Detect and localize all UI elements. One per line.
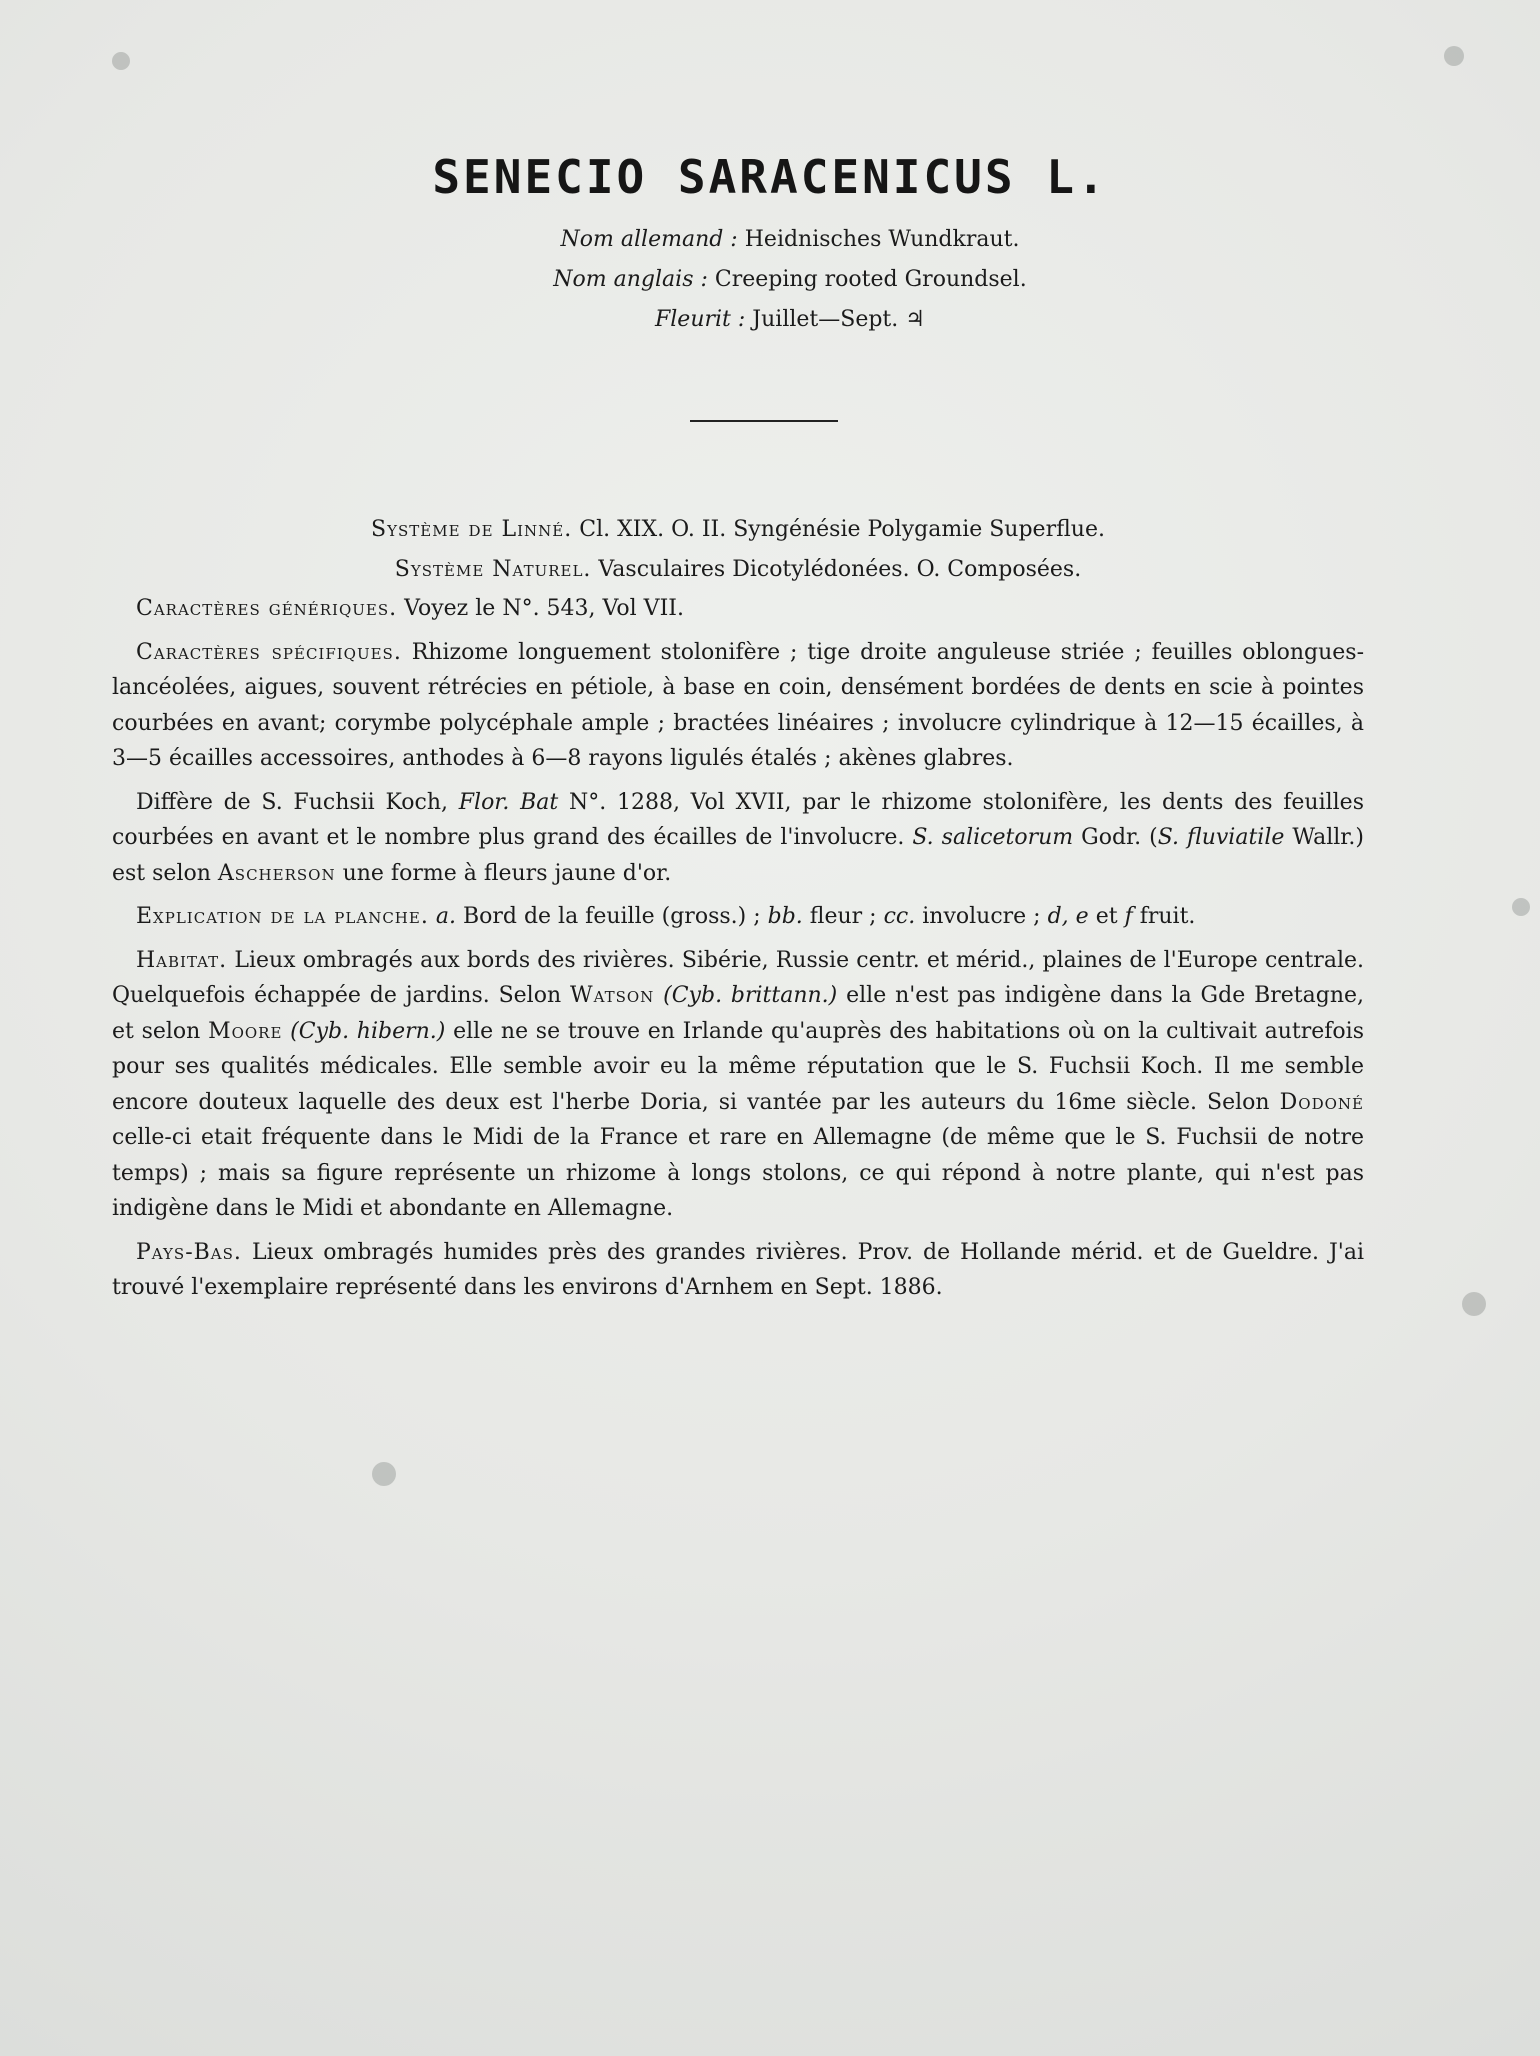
explication-bb: bb. bbox=[767, 904, 803, 929]
explication-f: f bbox=[1124, 904, 1133, 929]
explication-paragraph bbox=[112, 899, 1364, 935]
german-name-value: Heidnisches Wundkraut. bbox=[744, 227, 1020, 252]
explication-text-5: fruit. bbox=[1139, 904, 1196, 929]
paper-spot bbox=[1462, 1292, 1486, 1316]
paysbas-text: Lieux ombragés humides près des grandes rivières. Prov. de Hollande mérid. et de Gueldre. J'ai trouvé l'exemplaire représenté dans les environs d'Arnhem en Sept. 1886. bbox=[112, 1239, 1364, 1300]
explication-text-3: involucre ; bbox=[922, 904, 1041, 929]
differe-flor-bat: Flor. Bat bbox=[458, 789, 559, 815]
german-name-line bbox=[40, 220, 1540, 260]
flowering-label: Fleurit : bbox=[655, 307, 746, 332]
generiques-text: Voyez le N°. 543, Vol VII. bbox=[404, 596, 684, 621]
linne-label: Système de Linné. bbox=[371, 517, 573, 542]
title-divider bbox=[690, 420, 838, 422]
linne-text: Cl. XIX. O. II. Syngénésie Polygamie Superflue. bbox=[579, 517, 1105, 542]
habitat-dodone: Dodoné bbox=[1279, 1089, 1364, 1115]
explication-text-1: Bord de la feuille (gross.) ; bbox=[462, 904, 761, 929]
flowering-value: Juillet—Sept. ♃ bbox=[752, 307, 925, 332]
naturel-text: Vasculaires Dicotylédonées. O. Composées. bbox=[598, 556, 1082, 582]
explication-text-2: fleur ; bbox=[809, 904, 877, 929]
differe-text-2: N°. 1288, Vol XVII, par le rhizome stolonifère, les dents des feuilles courbées en avant et le nombre plus grand des écailles de l'involucre. bbox=[112, 789, 1364, 850]
explication-label: Explication de la planche. bbox=[136, 904, 429, 929]
specifiques-text: Rhizome longuement stolonifère ; tige droite anguleuse striée ; feuilles oblongues-lancéolées, aigues, souvent rétrécies en pétiole, à base en coin, densément bordées de dents en scie à pointes courbées en avant; corymbe polycéphale ample ; bractées linéaires ; involucre cylindrique à 12—15 écailles, à 3—5 écailles accessoires, anthodes à 6—8 rayons ligulés étalés ; akènes glabres. bbox=[112, 639, 1365, 771]
paper-spot bbox=[1512, 898, 1530, 916]
english-name-label: Nom anglais : bbox=[553, 267, 708, 292]
english-name-line bbox=[40, 260, 1540, 300]
paper-spot bbox=[112, 52, 130, 70]
habitat-cyb-brittann: (Cyb. brittann.) bbox=[663, 983, 838, 1008]
english-name-value: Creeping rooted Groundsel. bbox=[714, 267, 1027, 292]
differe-salicetorum: S. salicetorum bbox=[912, 825, 1074, 850]
german-name-label: Nom allemand : bbox=[560, 227, 738, 252]
differe-text-5: une forme à fleurs jaune d'or. bbox=[342, 860, 672, 886]
paper-spot bbox=[1444, 46, 1464, 66]
linne-paragraph bbox=[112, 512, 1364, 548]
differe-fluviatile: S. fluviatile bbox=[1157, 825, 1285, 850]
differe-paragraph bbox=[112, 785, 1364, 892]
differe-text-1: Diffère de S. Fuchsii Koch, bbox=[136, 789, 449, 815]
paysbas-paragraph bbox=[112, 1235, 1364, 1306]
habitat-watson: Watson bbox=[569, 983, 655, 1008]
flowering-line bbox=[40, 300, 1540, 340]
habitat-text-2: elle n'est pas indigène dans la Gde Bretagne, et selon bbox=[112, 983, 1364, 1044]
habitat-cyb-hibern: (Cyb. hibern.) bbox=[290, 1018, 446, 1044]
specifiques-label: Caractères spécifiques. bbox=[136, 639, 402, 665]
habitat-paragraph bbox=[112, 943, 1364, 1227]
differe-text-4: Wallr.) est selon bbox=[112, 825, 1364, 886]
description-body bbox=[112, 512, 1364, 1314]
naturel-paragraph bbox=[112, 552, 1364, 588]
generiques-label: Caractères génériques. bbox=[136, 596, 398, 621]
habitat-moore: Moore bbox=[208, 1018, 283, 1044]
specifiques-paragraph bbox=[112, 635, 1364, 777]
habitat-text-3: elle ne se trouve en Irlande qu'auprès des habitations où on la cultivait autrefois pour ses qualités médicales. Elle semble avoir eu la même réputation que le S. Fuchsii Koch. Il me semble encore douteux laquelle des deux est l'herbe Doria, si vantée par les auteurs du 16me siècle. Selon bbox=[112, 1018, 1364, 1115]
habitat-label: Habitat. bbox=[136, 947, 228, 973]
explication-d-e: d, e bbox=[1047, 904, 1089, 929]
paper-spot bbox=[372, 1462, 396, 1486]
page-title: SENECIO SARACENICUS L. bbox=[432, 150, 1108, 204]
paysbas-label: Pays-Bas. bbox=[136, 1239, 242, 1265]
differe-text-3: Godr. ( bbox=[1081, 825, 1158, 850]
explication-text-4: et bbox=[1095, 904, 1118, 929]
explication-cc: cc. bbox=[883, 904, 916, 929]
naturel-label: Système Naturel. bbox=[394, 556, 592, 582]
header bbox=[0, 150, 1540, 340]
explication-a: a. bbox=[435, 904, 456, 929]
generiques-paragraph bbox=[112, 591, 1364, 627]
habitat-text-4: celle-ci etait fréquente dans le Midi de la France et rare en Allemagne (de même que le S. Fuchsii de notre temps) ; mais sa figure représente un rhizome à longs stolons, ce qui répond à notre plante, qui n'est pas indigène dans le Midi et abondante en Allemagne. bbox=[112, 1125, 1364, 1221]
habitat-text-1: Lieux ombragés aux bords des rivières. Sibérie, Russie centr. et mérid., plaines de l'Europe centrale. Quelquefois échappée de jardins. Selon bbox=[112, 947, 1364, 1008]
differe-ascherson: Ascherson bbox=[217, 860, 336, 886]
